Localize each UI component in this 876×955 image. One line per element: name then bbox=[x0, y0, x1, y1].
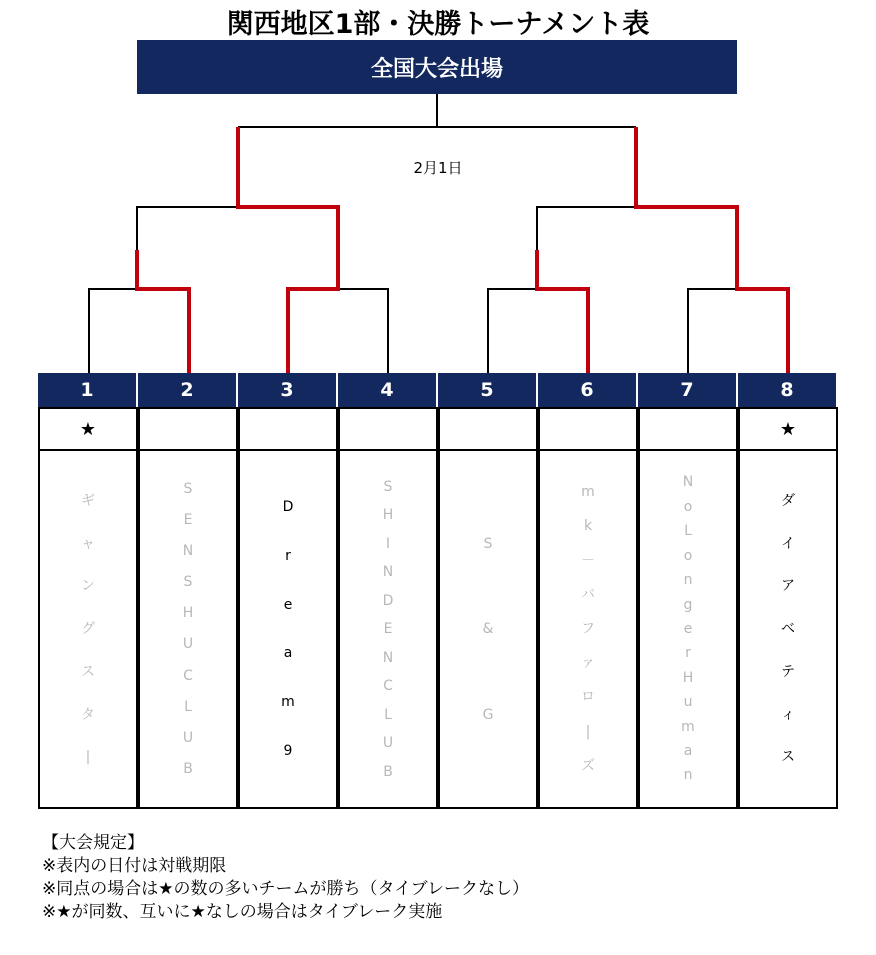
team-name-char: C bbox=[183, 667, 193, 684]
team-name-char: ズ bbox=[581, 757, 595, 774]
bracket-r2-team1 bbox=[89, 289, 137, 373]
team-name-char: H bbox=[382, 507, 394, 523]
team-name-char: ス bbox=[81, 663, 95, 680]
page-title: 関西地区1部・決勝トーナメント表 bbox=[226, 9, 650, 40]
team-name-cell bbox=[538, 449, 638, 809]
team-name-char: e bbox=[283, 596, 293, 613]
team-number: 1 bbox=[38, 373, 136, 407]
team-name-char: n bbox=[683, 572, 693, 589]
team-name-cell bbox=[238, 449, 338, 809]
team-name-char: | bbox=[585, 723, 591, 740]
bracket-r1-left bbox=[137, 207, 238, 250]
team-number: 6 bbox=[538, 373, 636, 407]
win-path-2 bbox=[137, 250, 189, 373]
rule-line: ※★が同数、互いに★なしの場合はタイブレーク実施 bbox=[42, 902, 443, 922]
team-name-char: ス bbox=[781, 749, 795, 766]
rule-line: ※表内の日付は対戦期限 bbox=[42, 856, 227, 876]
team-number: 2 bbox=[138, 373, 236, 407]
team-name-char: フ bbox=[581, 620, 595, 637]
team-star-cell: ★ bbox=[738, 407, 838, 451]
team-name-char: グ bbox=[81, 621, 95, 637]
team-name-char: o bbox=[683, 547, 693, 564]
team-number: 8 bbox=[738, 373, 836, 407]
team-name-char: B bbox=[183, 760, 193, 777]
team-name-char: S bbox=[483, 535, 493, 552]
rules-heading: 【大会規定】 bbox=[42, 833, 144, 853]
final-banner: 全国大会出場 bbox=[137, 40, 737, 94]
team-name-char: m bbox=[581, 484, 595, 501]
team-star-cell bbox=[238, 407, 338, 451]
team-name-cell bbox=[138, 449, 238, 809]
team-name-char: ダ bbox=[781, 492, 795, 509]
team-name-char: L bbox=[184, 698, 192, 715]
team-name-char: | bbox=[85, 749, 91, 766]
team-name-char: S bbox=[383, 478, 393, 495]
team-name-char: E bbox=[183, 512, 193, 529]
team-star-cell bbox=[538, 407, 638, 451]
team-name-char: N bbox=[382, 564, 394, 580]
team-name-char: H bbox=[182, 605, 194, 622]
team-name-char: o bbox=[683, 498, 693, 515]
team-name-char: H bbox=[682, 669, 694, 686]
team-name-char: L bbox=[384, 706, 392, 723]
team-number: 4 bbox=[338, 373, 436, 407]
team-star-cell bbox=[338, 407, 438, 451]
team-name-char: ロ bbox=[581, 689, 595, 706]
team-name-char: ィ bbox=[781, 706, 795, 723]
team-name-char: N bbox=[182, 543, 194, 560]
team-name-char: N bbox=[382, 649, 394, 666]
team-name-char: m bbox=[681, 718, 695, 735]
team-name-char: U bbox=[182, 729, 194, 746]
team-name-cell bbox=[338, 449, 438, 809]
team-name-char: － bbox=[581, 552, 595, 569]
team-number: 5 bbox=[438, 373, 536, 407]
team-name-char: u bbox=[683, 694, 693, 711]
bracket-r2-team5 bbox=[488, 289, 537, 373]
team-name-cell bbox=[438, 449, 538, 809]
team-name-char: G bbox=[482, 706, 494, 723]
team-star-cell bbox=[638, 407, 738, 451]
team-name-char: ギ bbox=[81, 492, 95, 509]
tournament-rules bbox=[42, 832, 529, 924]
team-name-char: D bbox=[282, 498, 294, 515]
team-name-char: U bbox=[382, 735, 394, 751]
team-name-char: m bbox=[281, 694, 295, 711]
team-name-char: & bbox=[482, 621, 494, 637]
team-name-char: a bbox=[683, 743, 693, 760]
team-name-char: S bbox=[183, 481, 193, 498]
team-name-char: D bbox=[382, 592, 394, 609]
team-name-cell bbox=[638, 449, 738, 809]
bracket-r1-semi-right bbox=[537, 207, 636, 250]
team-name-char: N bbox=[682, 474, 694, 491]
team-number: 3 bbox=[238, 373, 336, 407]
team-name-char: I bbox=[385, 535, 391, 552]
team-name-char: ャ bbox=[81, 535, 95, 552]
team-name-char: タ bbox=[81, 706, 95, 723]
team-name-char: 9 bbox=[283, 743, 293, 760]
team-name-char: r bbox=[685, 645, 691, 662]
team-number: 7 bbox=[638, 373, 736, 407]
team-name-char: e bbox=[683, 620, 693, 637]
win-path-6 bbox=[537, 250, 588, 373]
team-name-char: U bbox=[182, 636, 194, 653]
team-name-char: n bbox=[683, 767, 693, 784]
team-name-char: E bbox=[383, 621, 393, 637]
team-name-char: ン bbox=[81, 578, 95, 595]
team-star-cell: ★ bbox=[38, 407, 138, 451]
team-name-char: イ bbox=[781, 535, 795, 552]
team-name-char: ア bbox=[781, 578, 795, 595]
team-name-char: C bbox=[383, 678, 393, 694]
bracket-r2-team4 bbox=[338, 289, 388, 373]
team-name-char: L bbox=[684, 523, 692, 540]
team-name-char: B bbox=[383, 763, 393, 780]
team-name-char: テ bbox=[781, 663, 795, 680]
rule-line: ※同点の場合は★の数の多いチームが勝ち（タイブレークなし） bbox=[42, 879, 529, 899]
team-name-cell bbox=[738, 449, 838, 809]
team-name-char: ァ bbox=[581, 655, 595, 672]
team-name-char: a bbox=[283, 645, 293, 662]
team-name-char: r bbox=[285, 547, 291, 564]
match-date: 2月1日 bbox=[413, 159, 463, 177]
win-path-3 bbox=[238, 127, 338, 373]
bracket-r2-team7 bbox=[688, 289, 737, 373]
tournament-bracket bbox=[0, 0, 876, 380]
team-star-cell bbox=[138, 407, 238, 451]
team-name-char: ベ bbox=[781, 621, 795, 637]
team-name-char: k bbox=[583, 518, 593, 535]
team-name-char: S bbox=[183, 574, 193, 591]
win-path-8 bbox=[636, 127, 788, 373]
team-name-char: バ bbox=[581, 586, 595, 603]
team-star-cell bbox=[438, 407, 538, 451]
team-name-char: g bbox=[683, 596, 693, 613]
team-name-cell bbox=[38, 449, 138, 809]
bracket-lines bbox=[89, 94, 737, 373]
